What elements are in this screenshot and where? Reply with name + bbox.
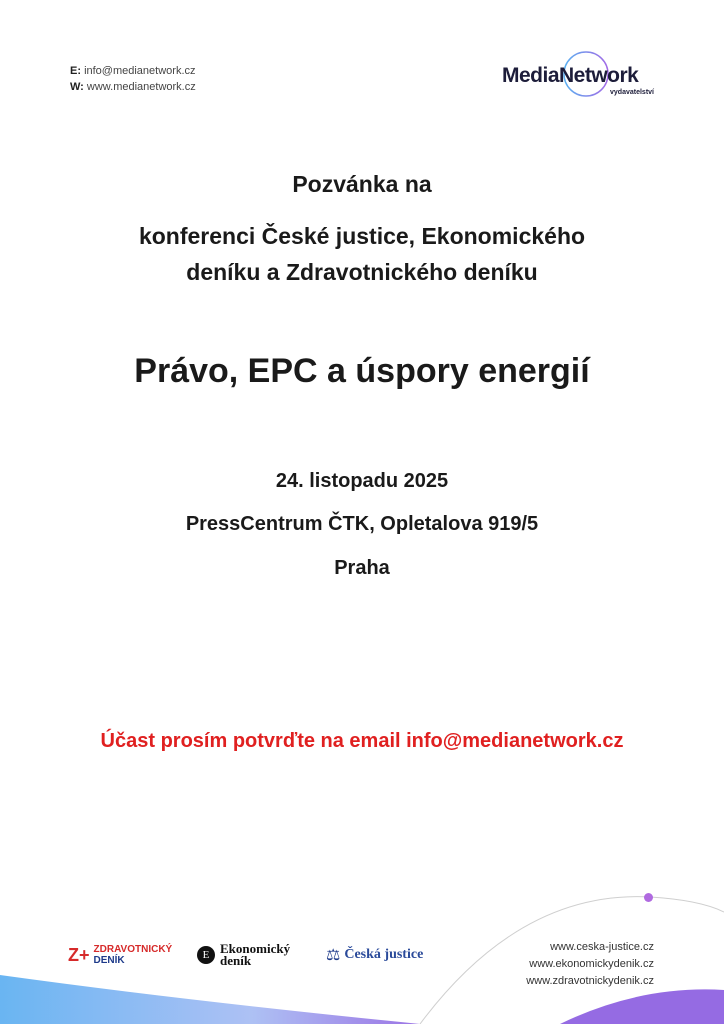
rsvp-notice: Účast prosím potvrďte na email info@medianetwork.cz [100,730,624,752]
contact-email[interactable]: info@medianetwork.cz [84,65,196,77]
footer-urls [526,939,654,990]
logo-subtitle: vydavatelství [610,89,654,96]
ek-logo-icon: E [197,946,215,964]
brand-ekonomicky-denik [197,940,290,970]
web-label: W: [70,81,84,93]
event-venue: PressCentrum ČTK, Opletalova 919/5 [185,513,539,535]
brand-zdravotnicky-denik [68,940,172,970]
invitation-line-2: konferenci České justice, Ekonomického [138,223,586,249]
event-title: Právo, EPC a úspory energií [134,352,590,390]
brand-1-bottom: DENÍK [93,955,125,966]
url-ceska-justice[interactable]: www.ceska-justice.cz [550,941,654,953]
brand-ceska-justice [326,940,423,970]
zd-logo-icon: Z+ [68,944,90,965]
brand-1-top: ZDRAVOTNICKÝ [93,944,173,955]
contact-web[interactable]: www.medianetwork.cz [86,81,196,93]
brand-2-bottom: deník [220,953,252,968]
brand-3-name: Česká justice [344,947,424,962]
decorative-dot [644,893,653,902]
url-zdravotnicky-denik[interactable]: www.zdravotnickydenik.cz [526,975,654,987]
event-city: Praha [334,557,390,579]
invitation-line-3: deníku a Zdravotnického deníku [186,259,538,285]
email-label: E: [70,65,81,77]
url-ekonomicky-denik[interactable]: www.ekonomickydenik.cz [529,958,654,970]
gavel-icon: ⚖ [326,947,341,964]
logo-name: MediaNetwork [502,64,639,87]
brand-2-top: Ekonomický [220,941,291,956]
invitation-line-1: Pozvánka na [292,171,432,197]
event-date: 24. listopadu 2025 [275,470,449,492]
